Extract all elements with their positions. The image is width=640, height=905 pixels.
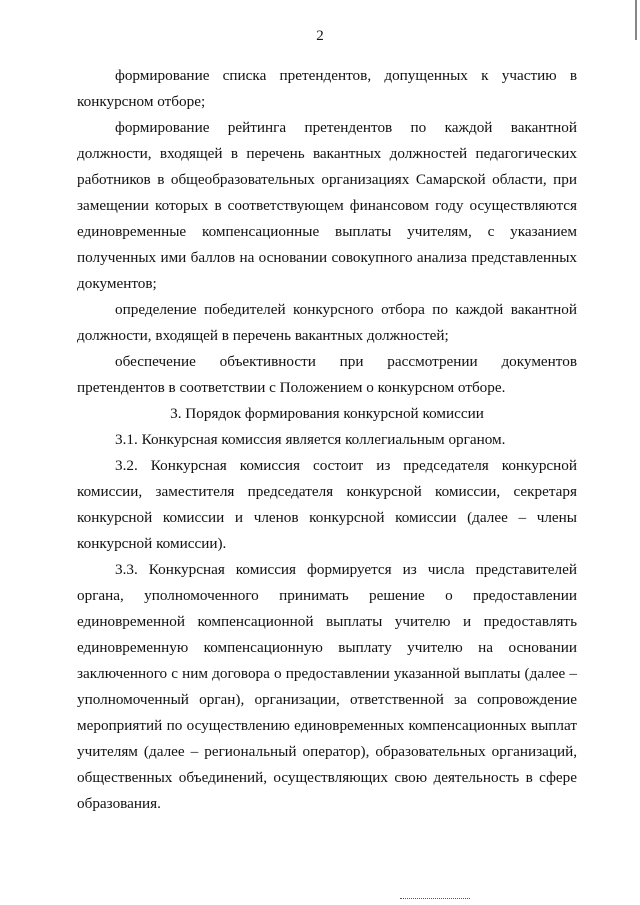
scan-dotted-mark — [400, 898, 470, 900]
clause-3-1: 3.1. Конкурсная комиссия является коллегиальным органом. — [115, 431, 506, 448]
list-item-ensure-objectivity: обеспечение объективности при рассмотрении документов претендентов в соответствии с Положением о конкурсном отборе. — [77, 353, 577, 396]
document-body — [77, 63, 577, 817]
list-item-form-candidate-list: формирование списка претендентов, допущенных к участию в конкурсном отборе; — [77, 67, 577, 110]
list-item-form-rating: формирование рейтинга претендентов по каждой вакантной должности, входящей в перечень вакантных должностей педагогических работников в общеобразовательных организациях Самарской области, при замещении которых в соответствующем финансовом году осуществляются единовременные компенсационные выплаты учителям, с указанием полученных ими баллов на основании совокупного анализа представленных документов; — [77, 119, 577, 292]
page-number: 2 — [316, 28, 324, 44]
list-item-determine-winners: определение победителей конкурсного отбора по каждой вакантной должности, входящей в перечень вакантных должностей; — [77, 301, 577, 344]
scan-edge-mark — [635, 0, 637, 40]
clause-3-2: 3.2. Конкурсная комиссия состоит из председателя конкурсной комиссии, заместителя председателя конкурсной комиссии, секретаря конкурсной комиссии и членов конкурсной комиссии (далее – члены конкурсной комиссии). — [77, 457, 577, 552]
clause-3-3: 3.3. Конкурсная комиссия формируется из числа представителей органа, уполномоченного принимать решение о предоставлении единовременной компенсационной выплаты учителю и предоставлять единовременную компенсационную выплату учителю на основании заключенного с ним договора о предоставлении указанной выплаты (далее – уполномоченный орган), организации, ответственной за сопровождение мероприятий по осуществлению единовременных компенсационных выплат учителям (далее – региональный оператор), образовательных организаций, общественных объединений, осуществляющих свою деятельность в сфере образования. — [77, 561, 577, 812]
section-heading: 3. Порядок формирования конкурсной комиссии — [170, 405, 484, 422]
